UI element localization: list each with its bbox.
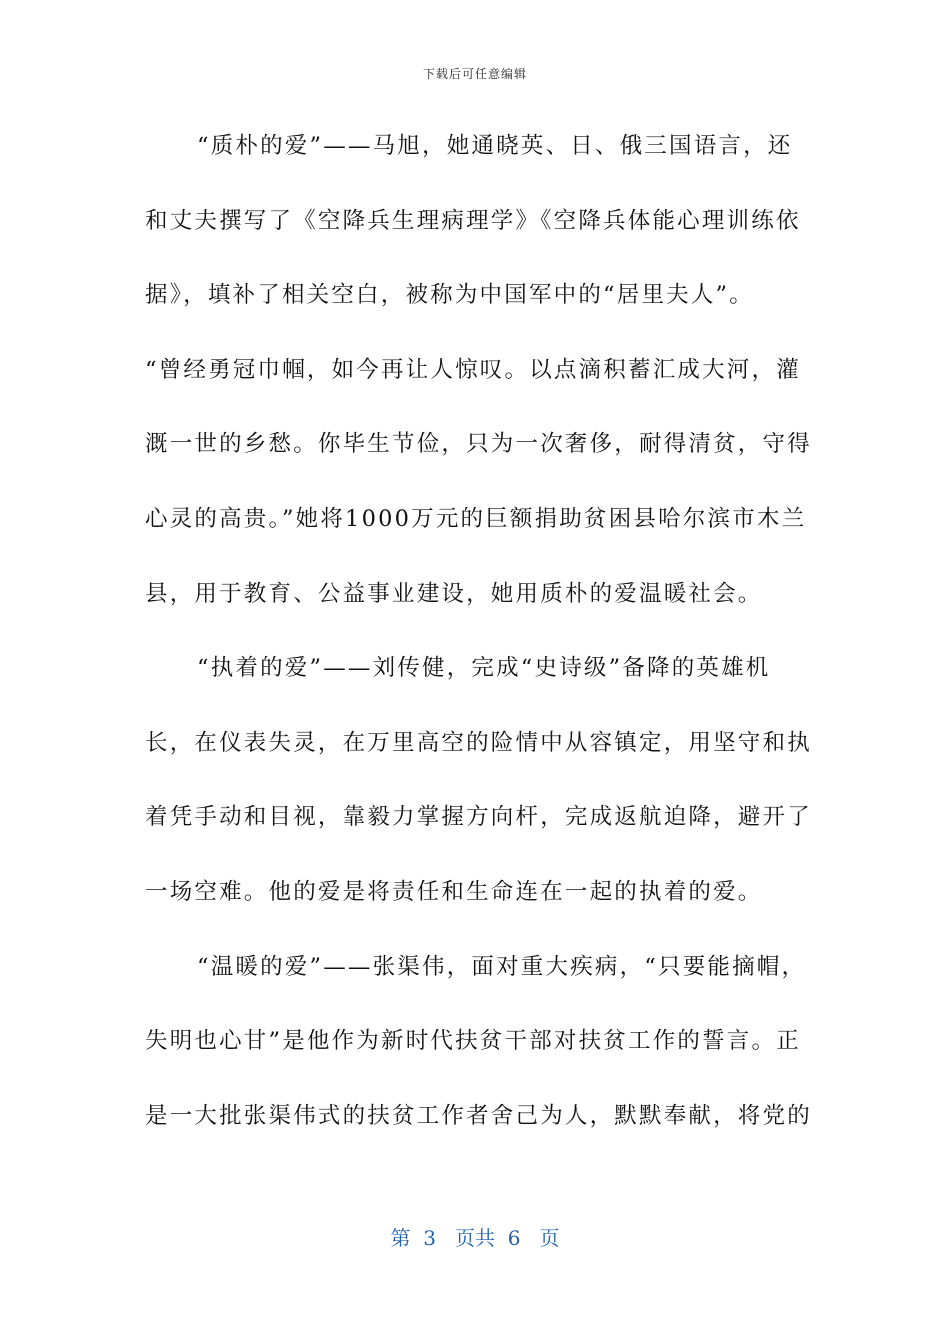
paragraph-line: 据》，填补了相关空白，被称为中国军中的“居里夫人”。 (145, 282, 754, 309)
paragraph-line: 和丈夫撰写了《空降兵生理病理学》《空降兵体能心理训练依 (145, 207, 801, 234)
paragraph-line: 心灵的高贵。”她将1000万元的巨额捐助贫困县哈尔滨市木兰 (145, 505, 807, 532)
paragraph-line: 是一大批张渠伟式的扶贫工作者舍己为人，默默奉献，将党的 (145, 1102, 812, 1129)
paragraph-line: “质朴的爱”——马旭，她通晓英、日、俄三国语言，还 (197, 133, 793, 159)
page-number-footer: 第 3 页共 6 页 (390, 1226, 560, 1250)
paragraph-line: 失明也心甘”是他作为新时代扶贫干部对扶贫工作的誓言。正 (145, 1028, 801, 1055)
paragraph-line: “温暖的爱”——张渠伟，面对重大疾病，“只要能摘帽， (197, 953, 807, 980)
paragraph-line: “曾经勇冠巾帼，如今再让人惊叹。以点滴积蓄汇成大河，灌 (145, 356, 801, 383)
document-body (145, 124, 812, 1168)
paragraph-line: “执着的爱”——刘传健，完成“史诗级”备降的英雄机 (197, 655, 771, 682)
paragraph-line: 长，在仪表失灵，在万里高空的险情中从容镇定，用坚守和执 (145, 729, 812, 756)
paragraph-line: 溉一世的乡愁。你毕生节俭，只为一次奢侈，耐得清贫，守得 (145, 431, 812, 458)
page-header-note: 下载后可任意编辑 (422, 67, 527, 81)
paragraph-line: 一场空难。他的爱是将责任和生命连在一起的执着的爱。 (145, 878, 763, 905)
paragraph-line: 县，用于教育、公益事业建设，她用质朴的爱温暖社会。 (145, 580, 763, 607)
paragraph-line: 着凭手动和目视，靠毅力掌握方向杆，完成返航迫降，避开了 (145, 804, 812, 831)
